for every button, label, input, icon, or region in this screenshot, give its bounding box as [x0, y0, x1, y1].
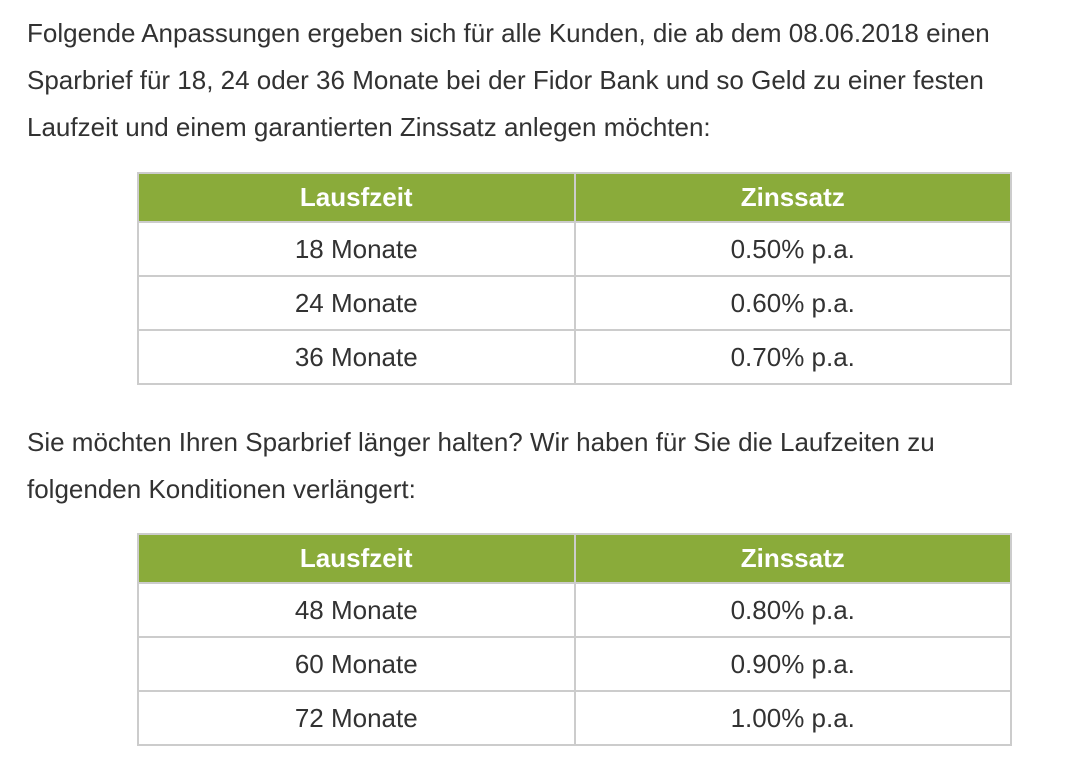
extension-paragraph-line: folgenden Konditionen verlängert:: [27, 474, 416, 504]
rates-table-header: [138, 534, 1011, 583]
rates-table-body: [138, 583, 1011, 745]
column-header-laufzeit: Lausfzeit: [138, 173, 575, 222]
table-cell: 0.50% p.a.: [575, 222, 1012, 276]
table-row: [138, 330, 1011, 384]
extension-paragraph: [27, 419, 1057, 513]
table-header-row: [138, 534, 1011, 583]
rates-table-new-customers: [137, 172, 1012, 385]
table-row: [138, 222, 1011, 276]
table-row: [138, 276, 1011, 330]
intro-paragraph-line: Folgende Anpassungen ergeben sich für alle Kunden, die ab dem 08.06.2018 einen: [27, 18, 990, 48]
column-header-zinssatz: Zinssatz: [575, 534, 1012, 583]
table-cell: 24 Monate: [138, 276, 575, 330]
intro-paragraph-line: Sparbrief für 18, 24 oder 36 Monate bei der Fidor Bank und so Geld zu einer festen: [27, 65, 984, 95]
column-header-laufzeit: Lausfzeit: [138, 534, 575, 583]
table-cell: 1.00% p.a.: [575, 691, 1012, 745]
table-row: [138, 691, 1011, 745]
table-header-row: [138, 173, 1011, 222]
table-row: [138, 637, 1011, 691]
table-cell: 36 Monate: [138, 330, 575, 384]
table-cell: 0.60% p.a.: [575, 276, 1012, 330]
table-cell: 60 Monate: [138, 637, 575, 691]
column-header-zinssatz: Zinssatz: [575, 173, 1012, 222]
table-cell: 72 Monate: [138, 691, 575, 745]
intro-paragraph-line: Laufzeit und einem garantierten Zinssatz anlegen möchten:: [27, 112, 711, 142]
extension-paragraph-line: Sie möchten Ihren Sparbrief länger halten? Wir haben für Sie die Laufzeiten zu: [27, 427, 935, 457]
rates-table-extended-terms: [137, 533, 1012, 746]
intro-paragraph: [27, 10, 1057, 151]
table-cell: 0.70% p.a.: [575, 330, 1012, 384]
table-cell: 18 Monate: [138, 222, 575, 276]
rates-table-header: [138, 173, 1011, 222]
table-cell: 0.80% p.a.: [575, 583, 1012, 637]
table-cell: 0.90% p.a.: [575, 637, 1012, 691]
table-cell: 48 Monate: [138, 583, 575, 637]
table-row: [138, 583, 1011, 637]
rates-table-body: [138, 222, 1011, 384]
